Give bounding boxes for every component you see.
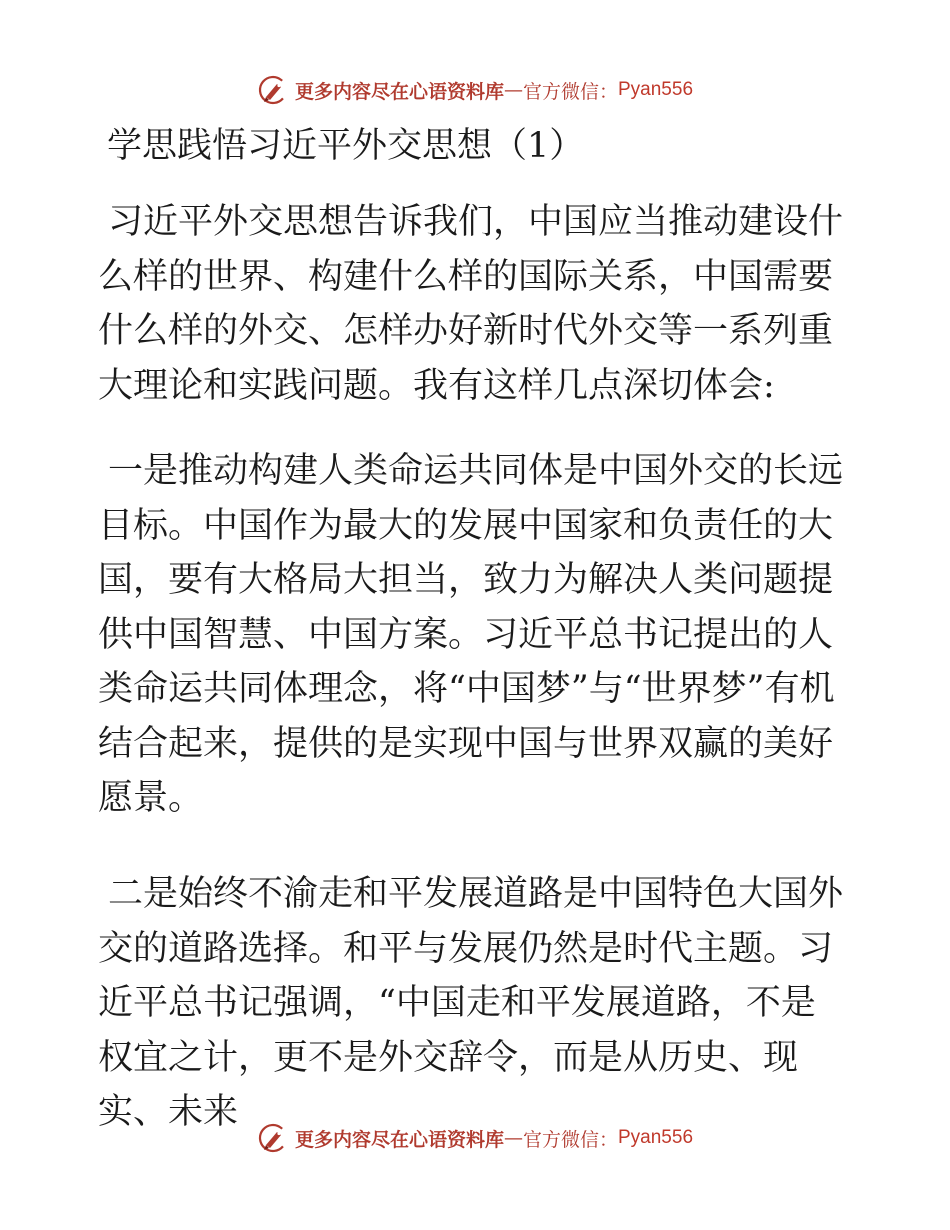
banner-dash: — [503,1127,523,1149]
banner-site-name: 更多内容尽在心语资料库 [294,1128,504,1151]
banner-site-name: 更多内容尽在心语资料库 [294,80,504,103]
banner-contact-label: 官方微信： [522,80,618,103]
banner-contact-label: 官方微信： [522,1128,618,1151]
pen-circle-logo-icon [257,1122,289,1154]
banner-dash: — [503,79,523,101]
paragraph-point-one: 一是推动构建人类命运共同体是中国外交的长远目标。中国作为最大的发展中国家和负责任的大国，要有大格局大担当，致力为解决人类问题提供中国智慧、中国方案。习近平总书记提出的人类命运共同体理念，将“中国梦”与“世界梦”有机结合起来，提供的是实现中国与世界双赢的美好愿景。 [98,451,844,818]
document-title: 学思践悟习近平外交思想（1） [107,126,585,166]
paragraph-intro: 习近平外交思想告诉我们，中国应当推动建设什么样的世界、构建什么样的国际关系，中国需要什么样的外交、怎样办好新时代外交等一系列重大理论和实践问题。我有这样几点深切体会: [98,202,844,406]
header-banner [0,70,950,110]
banner-contact-id: Pyan556 [618,1127,694,1148]
pen-circle-logo-icon [257,74,289,106]
paragraph-point-two: 二是始终不渝走和平发展道路是中国特色大国外交的道路选择。和平与发展仍然是时代主题。习近平总书记强调，“中国走和平发展道路，不是权宜之计，更不是外交辞令，而是从历史、现实、未来 [98,874,844,1132]
footer-banner [0,1118,950,1158]
banner-contact-id: Pyan556 [618,79,694,100]
